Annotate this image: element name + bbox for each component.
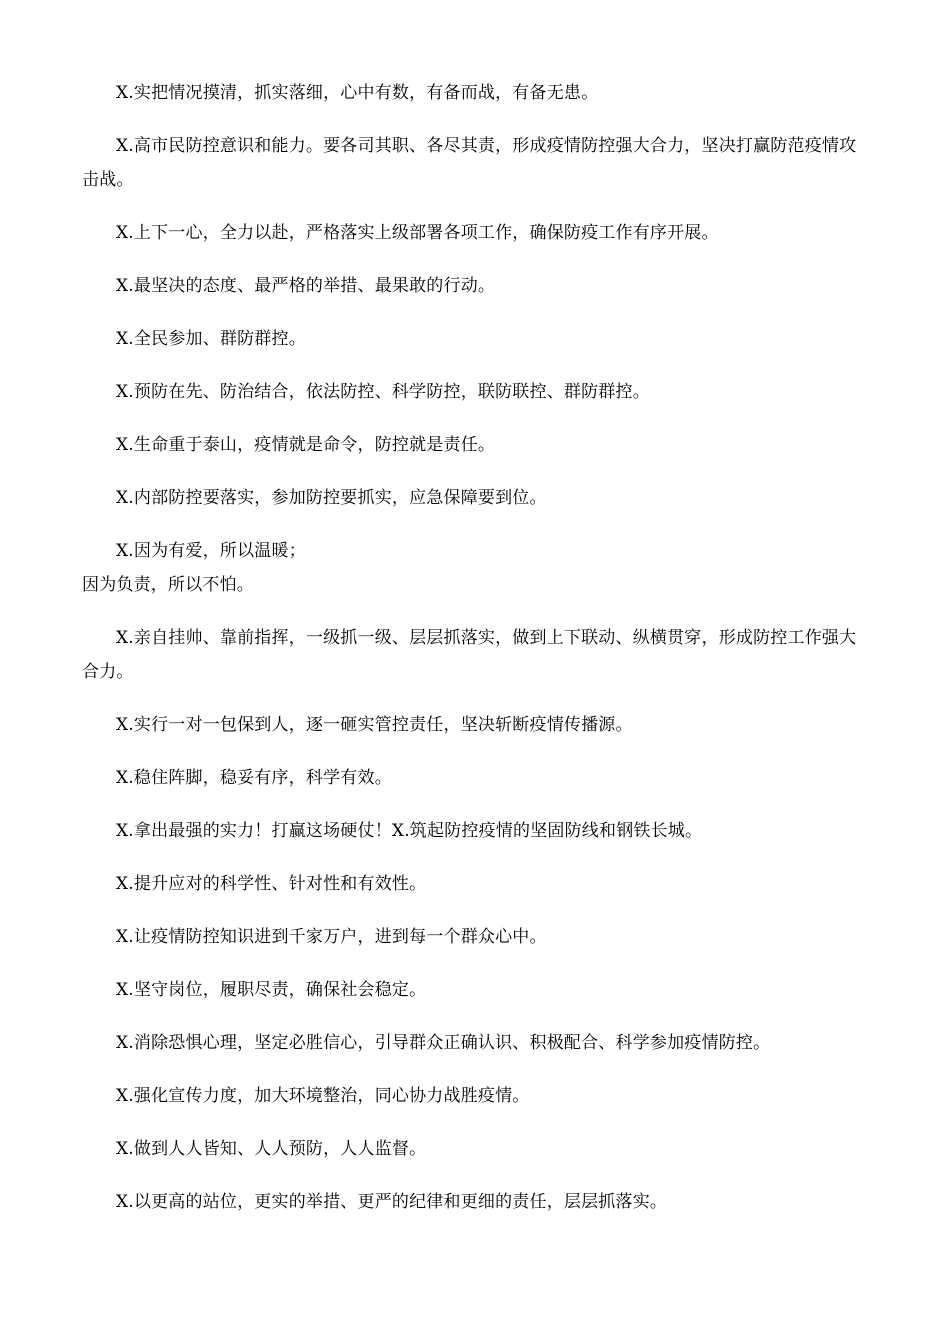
paragraph-19: X.做到人人皆知、人人预防，人人监督。	[116, 1139, 427, 1159]
paragraph-7: X.生命重于泰山，疫情就是命令，防控就是责任。	[116, 435, 496, 455]
paragraph-14: X.提升应对的科学性、针对性和有效性。	[116, 874, 427, 894]
paragraph-11: X.实行一对一包保到人，逐一砸实管控责任，坚决斩断疫情传播源。	[116, 715, 633, 735]
paragraph-1: X.实把情况摸清，抓实落细，心中有数，有备而战，有备无患。	[116, 83, 599, 103]
paragraph-17: X.消除恐惧心理，坚定必胜信心，引导群众正确认识、积极配合、科学参加疫情防控。	[116, 1033, 771, 1053]
paragraph-5: X.全民参加、群防群控。	[116, 329, 306, 349]
paragraph-18: X.强化宣传力度，加大环境整治，同心协力战胜疫情。	[116, 1086, 530, 1106]
paragraph-15: X.让疫情防控知识进到千家万户，进到每一个群众心中。	[116, 927, 547, 947]
paragraph-2: X.高市民防控意识和能力。要各司其职、各尽其责，形成疫情防控强大合力，坚决打赢防范疫情攻击战。	[82, 136, 857, 190]
paragraph-6: X.预防在先、防治结合，依法防控、科学防控，联防联控、群防群控。	[116, 382, 650, 402]
paragraph-9: X.因为有爱，所以温暖；	[116, 541, 306, 561]
paragraph-10: X.亲自挂帅、靠前指挥，一级抓一级、层层抓落实，做到上下联动、纵横贯穿，形成防控工作强大合力。	[82, 628, 857, 682]
paragraph-8: X.内部防控要落实，参加防控要抓实，应急保障要到位。	[116, 488, 547, 508]
paragraph-12: X.稳住阵脚，稳妥有序，科学有效。	[116, 768, 392, 788]
paragraph-20: X.以更高的站位，更实的举措、更严的纪律和更细的责任，层层抓落实。	[116, 1192, 668, 1212]
paragraph-16: X.坚守岗位，履职尽责，确保社会稳定。	[116, 980, 427, 1000]
paragraph-3: X.上下一心，全力以赴，严格落实上级部署各项工作，确保防疫工作有序开展。	[116, 223, 719, 243]
document-page	[82, 76, 872, 1238]
paragraph-13: X.拿出最强的实力！打赢这场硬仗！X.筑起防控疫情的坚固防线和钢铁长城。	[116, 821, 703, 841]
paragraph-4: X.最坚决的态度、最严格的举措、最果敢的行动。	[116, 276, 496, 296]
paragraph-9-continuation: 因为负责，所以不怕。	[82, 575, 254, 595]
